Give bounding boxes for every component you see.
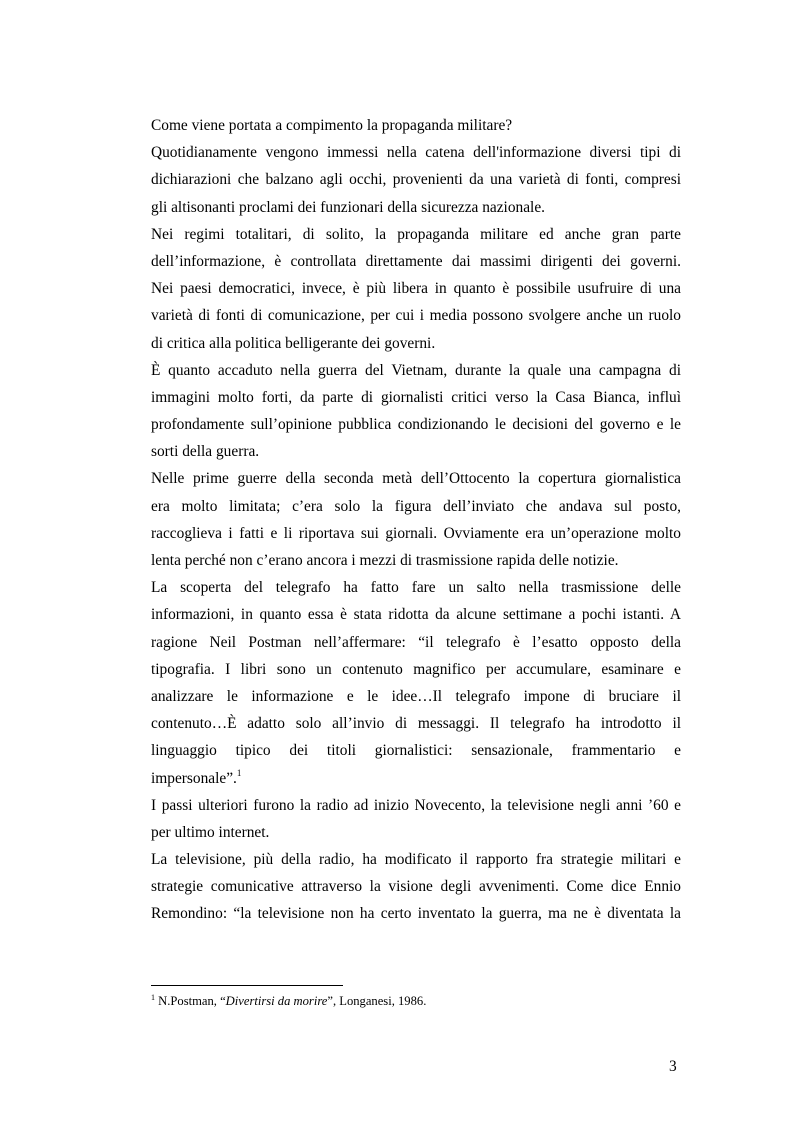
text-line-content: impersonale”.: [151, 769, 237, 787]
footnote-book-title: Divertirsi da morire: [225, 994, 328, 1008]
text-line: varietà di fonti di comunicazione, per cui i media possono svolgere anche un ruolo: [151, 307, 681, 325]
text-line: strategie comunicative attraverso la visione degli avvenimenti. Come dice Ennio: [151, 878, 681, 896]
text-line: di critica alla politica belligerante dei governi.: [151, 334, 436, 352]
paragraph: [151, 357, 681, 466]
text-line: Remondino: “la televisione non ha certo inventato la guerra, ma ne è diventata la: [151, 905, 681, 923]
text-line: contenuto…È adatto solo all’invio di messaggi. Il telegrafo ha introdotto il: [151, 715, 681, 733]
text-line: dell’informazione, è controllata direttamente dai massimi dirigenti dei governi.: [151, 252, 681, 270]
footnote-number: 1: [151, 993, 155, 1002]
text-line: sorti della guerra.: [151, 443, 260, 461]
text-line: [151, 765, 681, 792]
paragraph: [151, 221, 681, 357]
text-line: La televisione, più della radio, ha modificato il rapporto fra strategie militari e: [151, 851, 681, 869]
text-line: dichiarazioni che balzano agli occhi, provenienti da una varietà di fonti, compresi: [151, 171, 681, 189]
text-line: analizzare le informazione e le idee…Il telegrafo impone di bruciare il: [151, 687, 681, 705]
paragraph: [151, 112, 681, 139]
text-line: Nelle prime guerre della seconda metà dell’Ottocento la copertura giornalistica: [151, 470, 681, 488]
footnote-text-before: N.Postman, “: [158, 994, 226, 1008]
footnote-text-after: ”, Longanesi, 1986.: [327, 994, 427, 1008]
text-line: Quotidianamente vengono immessi nella catena dell'informazione diversi tipi di: [151, 144, 681, 162]
text-line: per ultimo internet.: [151, 823, 270, 841]
text-line: raccoglieva i fatti e li riportava sui giornali. Ovviamente era un’operazione molto: [151, 524, 681, 542]
text-line: gli altisonanti proclami dei funzionari della sicurezza nazionale.: [151, 198, 546, 216]
text-line: ragione Neil Postman nell’affermare: “il telegrafo è l’esatto opposto della: [151, 633, 681, 651]
paragraph: [151, 792, 681, 846]
paragraph: [151, 139, 681, 221]
text-line: La scoperta del telegrafo ha fatto fare un salto nella trasmissione delle: [151, 579, 681, 597]
footnote-reference: 1: [236, 767, 242, 778]
text-line: È quanto accaduto nella guerra del Vietnam, durante la quale una campagna di: [151, 361, 681, 379]
text-line: lenta perché non c’erano ancora i mezzi di trasmissione rapida delle notizie.: [151, 552, 619, 569]
footnote-separator: [151, 985, 343, 986]
text-line: Nei regimi totalitari, di solito, la propaganda militare ed anche gran parte: [151, 225, 681, 243]
paragraph: [151, 846, 681, 928]
text-line: immagini molto forti, da parte di giornalisti critici verso la Casa Bianca, influì: [151, 388, 681, 406]
text-line: informazioni, in quanto essa è stata ridotta da alcune settimane a pochi istanti. A: [151, 606, 681, 624]
page-number: 3: [669, 1058, 677, 1075]
text-line: era molto limitata; c’era solo la figura dell’inviato che andava sul posto,: [151, 497, 681, 515]
text-line: I passi ulteriori furono la radio ad inizio Novecento, la televisione negli anni ’60 e: [151, 796, 681, 814]
text-line: profondamente sull’opinione pubblica condizionando le decisioni del governo e le: [151, 416, 681, 434]
body-text: [151, 112, 681, 928]
text-line: tipografia. I libri sono un contenuto magnifico per accumulare, esaminare e: [151, 660, 681, 678]
footnote: [151, 993, 426, 1009]
text-line: Nei paesi democratici, invece, è più libera in quanto è possibile usufruire di una: [151, 280, 681, 298]
text-line: Come viene portata a compimento la propaganda militare?: [151, 117, 513, 134]
text-line: linguaggio tipico dei titoli giornalistici: sensazionale, frammentario e: [151, 742, 681, 760]
paragraph: [151, 465, 681, 574]
paragraph: [151, 574, 681, 792]
